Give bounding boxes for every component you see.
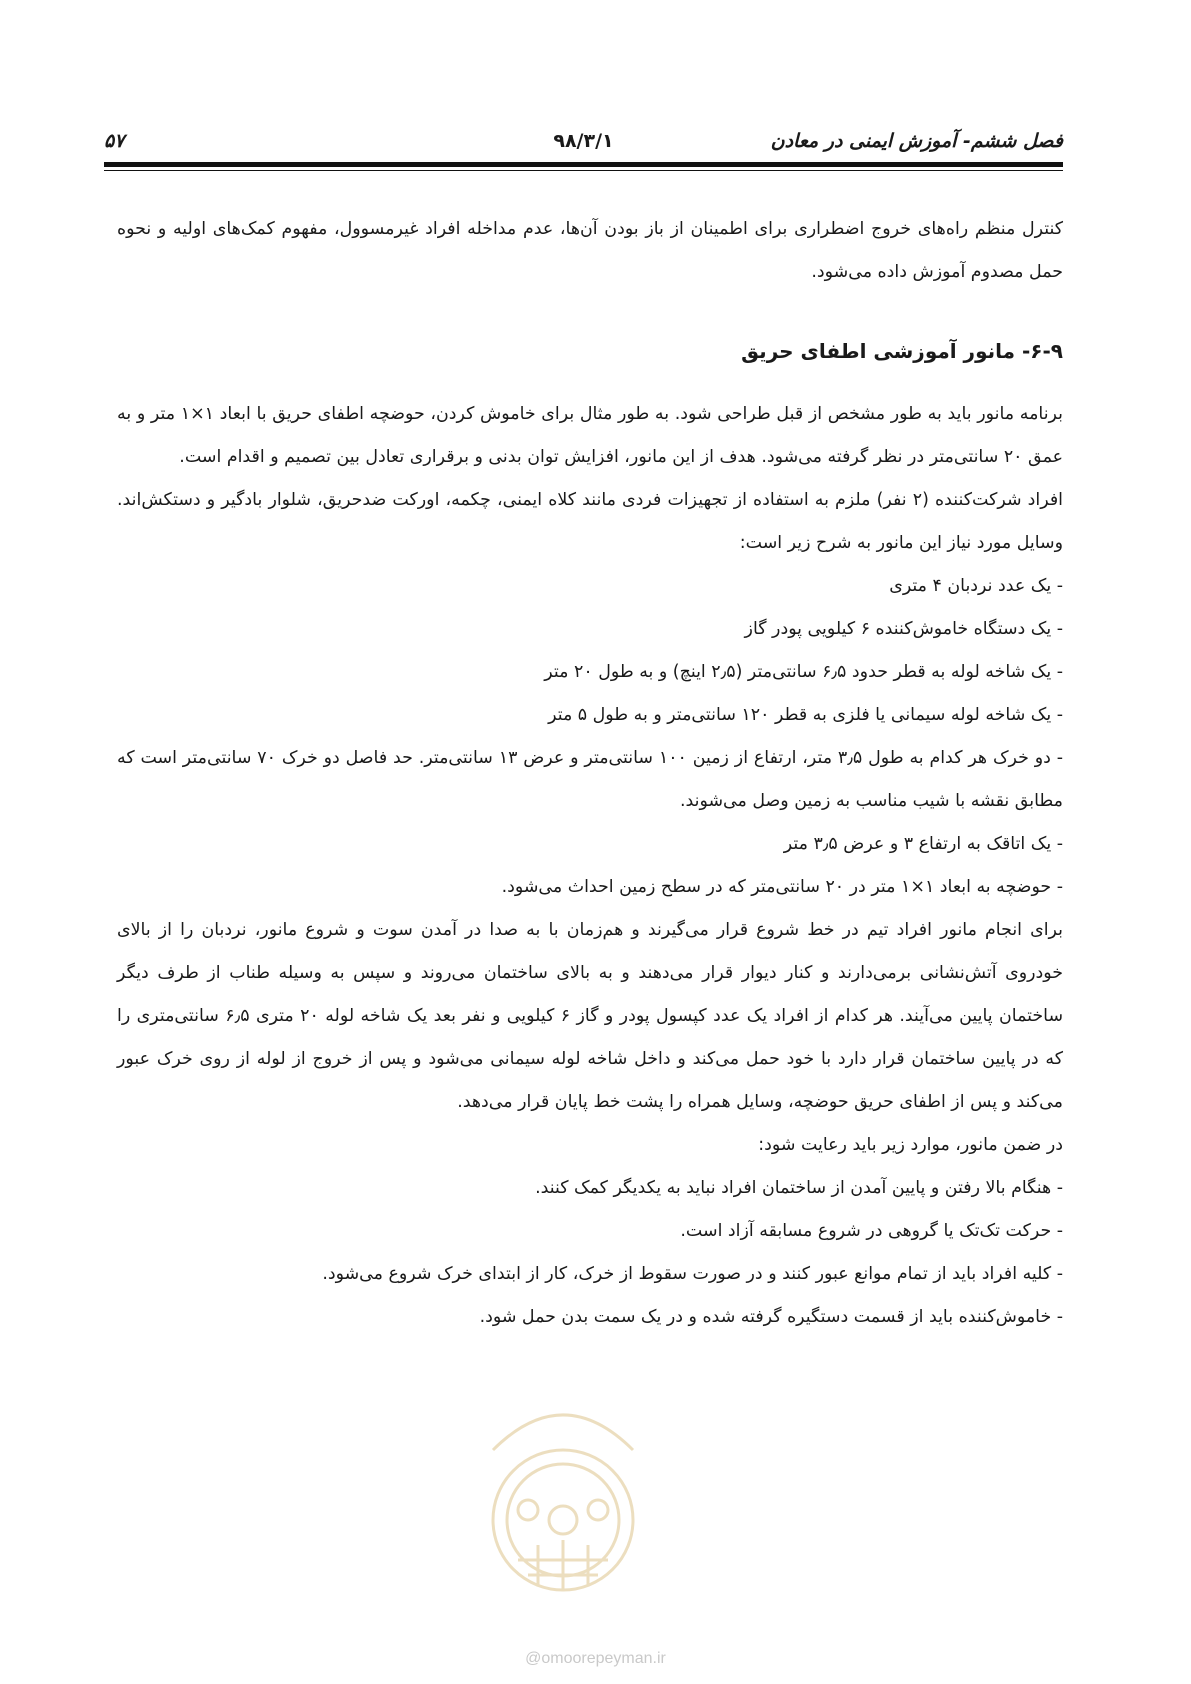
page-body [117,208,1063,1339]
equipment-item: - یک شاخه لوله سیمانی یا فلزی به قطر ۱۲۰ سانتی‌متر و به طول ۵ متر [548,705,1063,725]
paragraph-3: برای انجام مانور افراد تیم در خط شروع قرار می‌گیرند و هم‌زمان با به صدا در آمدن سوت و شروع مانور، نردبان را از بالای خودروی آتش‌نشانی برمی‌دارند و کنار دیوار قرار می‌دهند و به بالای ساختمان می‌روند و سپس به وسیله طناب از طرف دیگر ساختمان پایین می‌آیند. هر کدام از افراد یک عدد کپسول پودر و گاز ۶ کیلویی و نفر بعد یک شاخه لوله ۲۰ متری ۶٫۵ سانتی‌متری را که در پایین ساختمان قرار دارد با خود حمل می‌کند و داخل شاخه لوله سیمانی می‌شود و پس از خروج از لوله از روی خرک عبور می‌کند و پس از اطفای حریق حوضچه، وسایل همراه را پشت خط پایان قرار می‌دهد. [117,920,1064,1112]
intro-paragraph: کنترل منظم راه‌های خروج اضطراری برای اطمینان از باز بودن آن‌ها، عدم مداخله افراد غیرمسوول، مفهوم کمک‌های اولیه و نحوه حمل مصدوم آموزش داده می‌شود. [117,219,1063,282]
rule-item: - حرکت تک‌تک یا گروهی در شروع مسابقه آزاد است. [680,1221,1063,1241]
equipment-item: - یک دستگاه خاموش‌کننده ۶ کیلویی پودر گاز [744,619,1063,639]
equipment-item: - یک عدد نردبان ۴ متری [889,576,1063,596]
equipment-item: - حوضچه به ابعاد ۱×۱ متر در ۲۰ سانتی‌متر که در سطح زمین احداث می‌شود. [501,877,1063,897]
paragraph-4: در ضمن مانور، موارد زیر باید رعایت شود: [758,1135,1063,1155]
equipment-item: - یک اتاقک به ارتفاع ۳ و عرض ۳٫۵ متر [783,834,1063,854]
header-date: ۹۸/۳/۱ [553,130,614,152]
equipment-item: - دو خرک هر کدام به طول ۳٫۵ متر، ارتفاع از زمین ۱۰۰ سانتی‌متر و عرض ۱۳ سانتی‌متر. حد فاصل دو خرک ۷۰ سانتی‌متر است که مطابق نقشه با شیب مناسب به زمین وصل می‌شوند. [117,748,1063,811]
paragraph-1: برنامه مانور باید به طور مشخص از قبل طراحی شود. به طور مثال برای خاموش کردن، حوضچه اطفای حریق با ابعاد ۱×۱ متر و به عمق ۲۰ سانتی‌متر در نظر گرفته می‌شود. هدف از این مانور، افزایش توان بدنی و برقراری تعادل بین تصمیم و اقدام است. [117,404,1063,467]
chapter-title: فصل ششم- آموزش ایمنی در معادن [770,130,1063,152]
paragraph-2: افراد شرکت‌کننده (۲ نفر) ملزم به استفاده از تجهیزات فردی مانند کلاه ایمنی، چکمه، اورکت ضدحریق، شلوار بادگیر و دستکش‌اند. وسایل مورد نیاز این مانور به شرح زیر است: [117,490,1063,553]
equipment-item: - یک شاخه لوله به قطر حدود ۶٫۵ سانتی‌متر (۲٫۵ اینچ) و به طول ۲۰ متر [544,662,1063,682]
rule-item: - هنگام بالا رفتن و پایین آمدن از ساختمان افراد نباید به یکدیگر کمک کنند. [535,1178,1063,1198]
header-rule-thin [104,170,1063,171]
watermark-seal-icon [458,1380,668,1620]
rule-item: - کلیه افراد باید از تمام موانع عبور کنند و در صورت سقوط از خرک، کار از ابتدای خرک شروع می‌شود. [322,1264,1063,1284]
rule-item: - خاموش‌کننده باید از قسمت دستگیره گرفته شده و در یک سمت بدن حمل شود. [479,1307,1063,1327]
page-header [104,126,1063,160]
section-heading: ۶-۹- مانور آموزشی اطفای حریق [741,339,1063,363]
header-rule-thick [104,162,1063,167]
page-number: ۵۷ [104,130,125,152]
watermark-site-text: @omoorepeyman.ir [525,1650,666,1667]
